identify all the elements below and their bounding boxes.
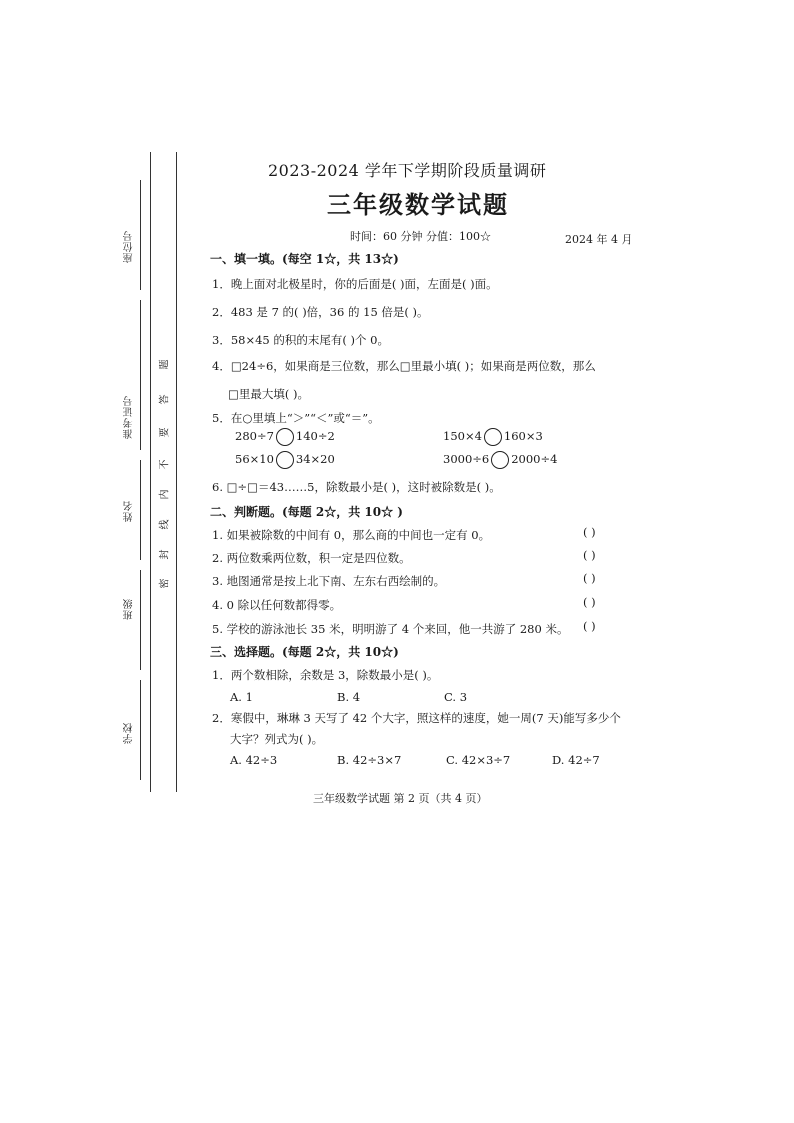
page-footer: 三年级数学试题 第 2 页（共 4 页） (313, 792, 488, 805)
section3-heading: 三、选择题。(每题 2☆，共 10☆) (210, 645, 399, 659)
class-label: 班级 (124, 598, 135, 620)
exam-date: 2024 年 4 月 (565, 233, 633, 246)
choice-question-2b: 大字？列式为( )。 (230, 732, 324, 746)
choice-question-2a: 2．寒假中，琳琳 3 天写了 42 个大字，照这样的速度，她一周(7 天)能写多少个 (212, 711, 621, 725)
compare-circle[interactable] (491, 451, 509, 469)
exam-number-line (140, 300, 141, 450)
compare-item-4 (443, 451, 557, 469)
seal-char: 答 (159, 394, 171, 405)
s1-question-4b: □里最大填( )。 (228, 387, 309, 401)
seal-char: 线 (159, 519, 171, 530)
compare-right: 160×3 (503, 429, 543, 443)
s1-question-4a: 4．□24÷6，如果商是三位数，那么□里最小填( )；如果商是两位数，那么 (212, 359, 596, 373)
compare-circle[interactable] (276, 428, 294, 446)
judge-item-3: 3. 地图通常是按上北下南、左东右西绘制的。 (212, 574, 446, 588)
compare-item-1 (235, 428, 335, 446)
judge-answer-3[interactable]: ( ) (583, 571, 596, 585)
compare-right: 34×20 (295, 452, 335, 466)
s1-question-1: 1．晚上面对北极星时，你的后面是( )面，左面是( )面。 (212, 277, 498, 291)
judge-answer-2[interactable]: ( ) (583, 548, 596, 562)
choice-1-option-a[interactable]: A. 1 (230, 690, 253, 704)
judge-item-2: 2. 两位数乘两位数，积一定是四位数。 (212, 551, 411, 565)
school-label: 学校 (124, 722, 135, 744)
compare-left: 3000÷6 (443, 452, 490, 466)
compare-circle[interactable] (484, 428, 502, 446)
s1-question-2: 2．483 是 7 的( )倍，36 的 15 倍是( )。 (212, 305, 429, 319)
judge-answer-5[interactable]: ( ) (583, 619, 596, 633)
seal-char: 不 (159, 459, 171, 470)
section2-heading: 二、判断题。(每题 2☆，共 10☆ ) (210, 505, 403, 519)
choice-2-option-d[interactable]: D. 42÷7 (552, 753, 600, 767)
section1-heading: 一、填一填。(每空 1☆，共 13☆) (210, 252, 399, 266)
compare-item-2 (443, 428, 543, 446)
name-line (140, 460, 141, 560)
seal-char: 题 (159, 359, 171, 370)
seat-number-line (140, 180, 142, 290)
choice-1-option-c[interactable]: C. 3 (444, 690, 468, 704)
seal-char: 要 (159, 427, 171, 438)
compare-right: 2000÷4 (511, 452, 558, 466)
school-line (140, 680, 141, 780)
time-score-info: 时间：60 分钟 分值：100☆ (350, 230, 491, 243)
compare-left: 56×10 (235, 452, 274, 466)
binding-line-inner (176, 152, 177, 792)
compare-left: 280÷7 (235, 429, 274, 443)
compare-circle[interactable] (276, 451, 294, 469)
choice-2-option-a[interactable]: A. 42÷3 (230, 753, 278, 767)
seal-char: 内 (159, 489, 171, 500)
judge-answer-1[interactable]: ( ) (583, 525, 596, 539)
judge-item-4: 4. 0 除以任何数都得零。 (212, 598, 342, 612)
choice-2-option-b[interactable]: B. 42÷3×7 (337, 753, 402, 767)
binding-line-outer (150, 152, 151, 792)
compare-left: 150×4 (443, 429, 482, 443)
exam-main-title: 三年级数学试题 (327, 190, 509, 219)
exam-title-line: 2023-2024 学年下学期阶段质量调研 (268, 161, 547, 180)
compare-item-3 (235, 451, 335, 469)
judge-item-5: 5. 学校的游泳池长 35 米，明明游了 4 个来回，他一共游了 280 米。 (212, 622, 569, 636)
compare-right: 140÷2 (295, 429, 335, 443)
exam-number-label: 准考证号 (124, 395, 135, 439)
choice-2-option-c[interactable]: C. 42×3÷7 (446, 753, 511, 767)
choice-1-option-b[interactable]: B. 4 (337, 690, 361, 704)
name-label: 姓名 (124, 500, 135, 522)
s1-question-6: 6. □÷□＝43……5，除数最小是( )，这时被除数是( )。 (212, 480, 501, 494)
seat-number-label: 座位号 (124, 230, 135, 263)
judge-answer-4[interactable]: ( ) (583, 595, 596, 609)
judge-item-1: 1. 如果被除数的中间有 0，那么商的中间也一定有 0。 (212, 528, 491, 542)
s1-question-3: 3．58×45 的积的末尾有( )个 0。 (212, 333, 389, 347)
choice-question-1: 1．两个数相除，余数是 3，除数最小是( )。 (212, 668, 439, 682)
class-line (140, 570, 141, 670)
s1-question-5: 5．在○里填上“＞”“＜”或“＝”。 (212, 411, 380, 425)
seal-char: 密 (159, 578, 171, 589)
seal-char: 封 (159, 549, 171, 560)
